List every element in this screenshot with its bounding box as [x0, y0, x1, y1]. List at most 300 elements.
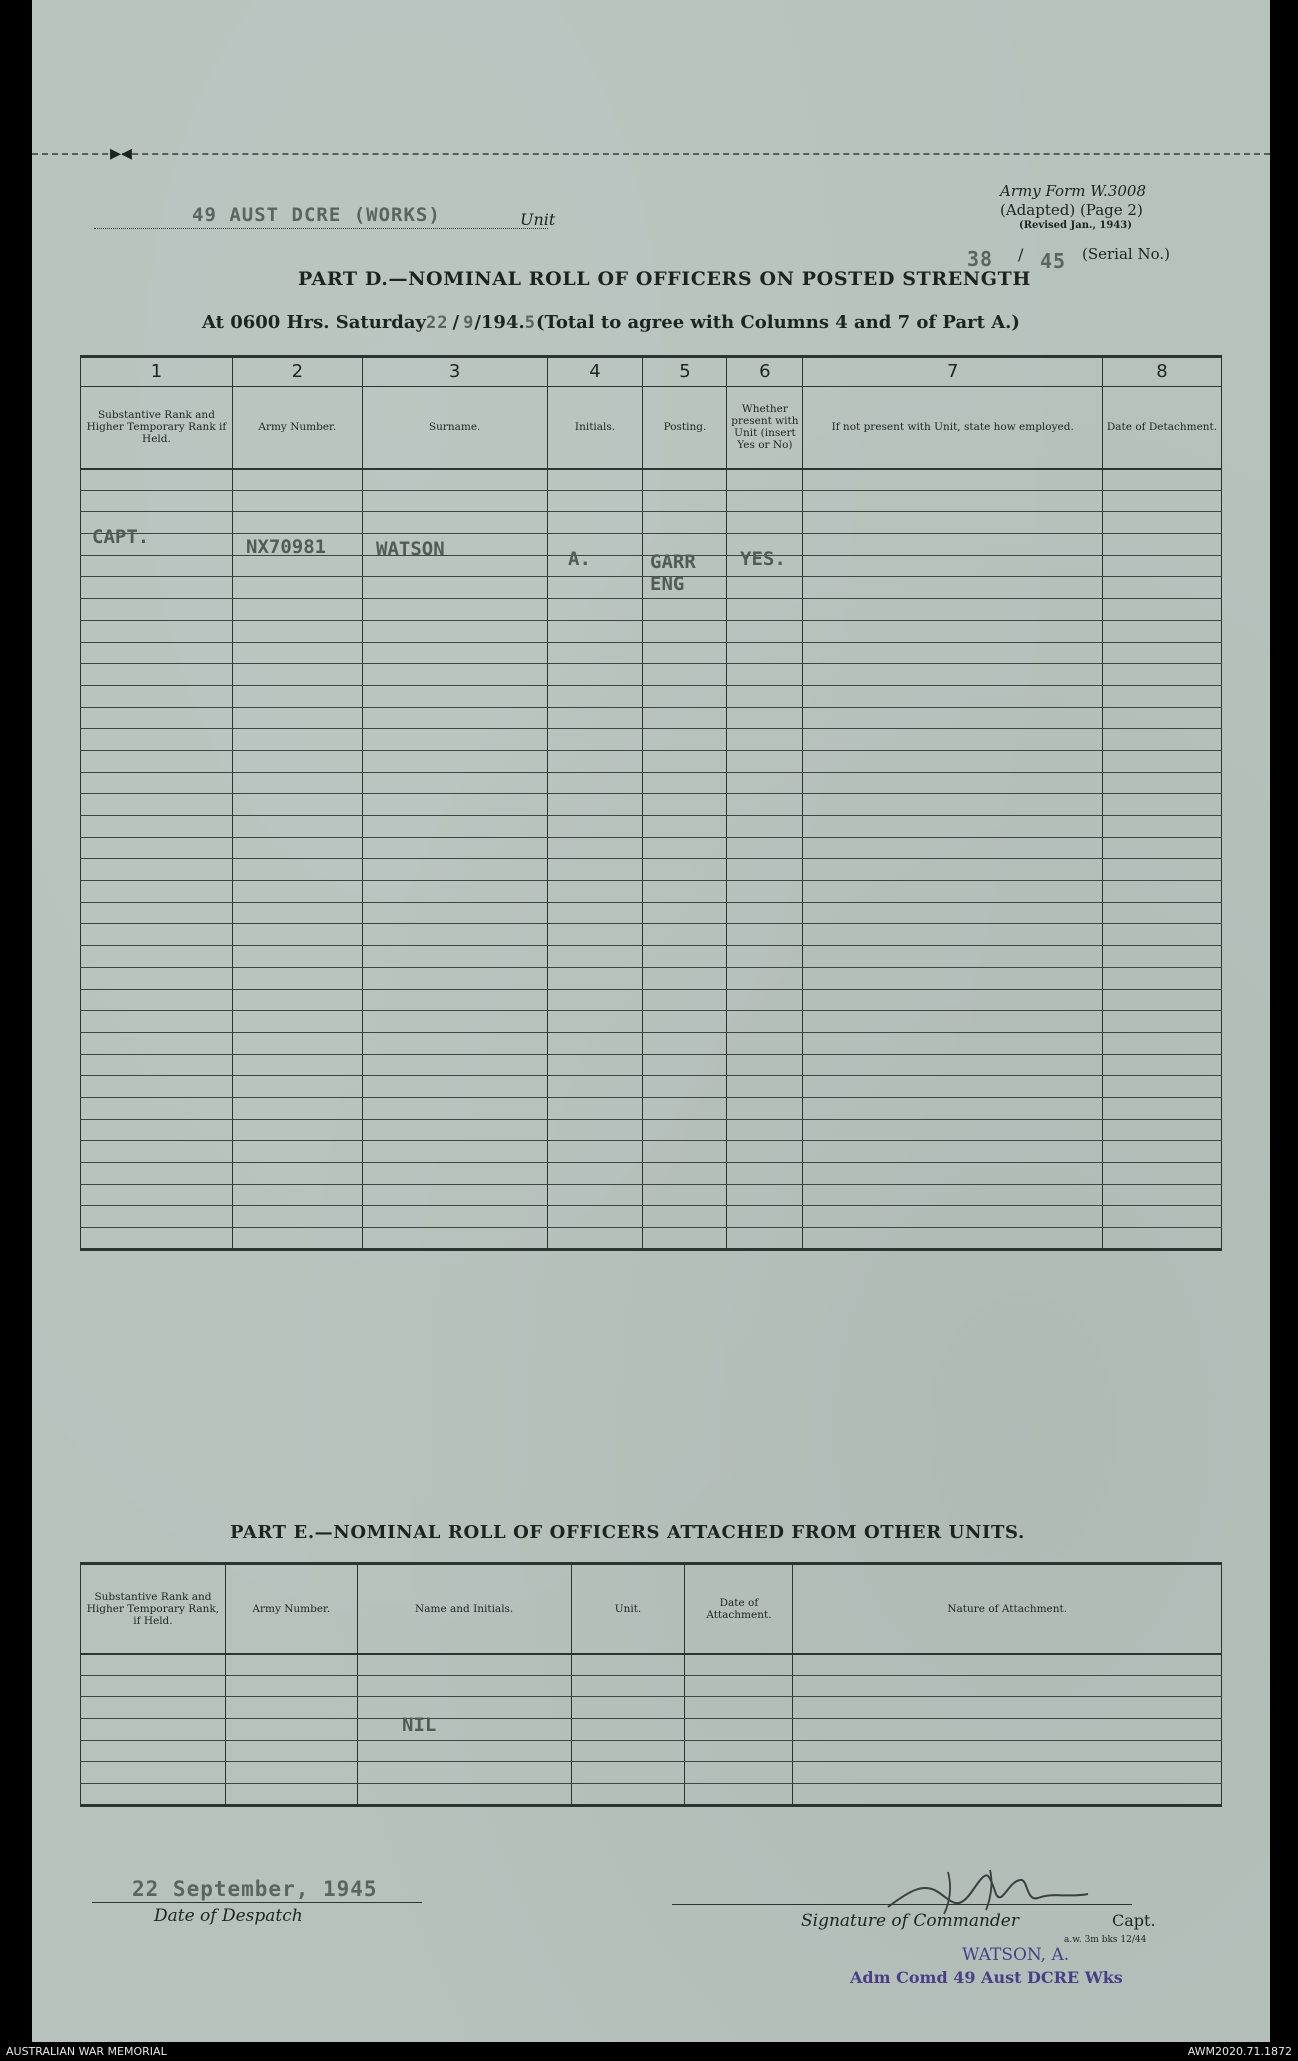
table-cell: [1103, 642, 1222, 664]
table-cell: [643, 859, 727, 881]
table-cell: [685, 1675, 793, 1697]
col-header-surname: Surname.: [362, 387, 547, 469]
table-cell: [81, 1654, 226, 1676]
table-cell: [1103, 685, 1222, 707]
table-cell: [547, 729, 643, 751]
part-d-table: [80, 355, 1222, 1251]
table-cell: [803, 1032, 1103, 1054]
table-cell: [547, 837, 643, 859]
table-cell: [643, 837, 727, 859]
table-cell: [362, 837, 547, 859]
table-row: [81, 1011, 1222, 1033]
stamp-unit: Adm Comd 49 Aust DCRE Wks: [850, 1968, 1123, 1987]
table-cell: [727, 837, 803, 859]
table-cell: [362, 967, 547, 989]
table-row: [81, 729, 1222, 751]
table-cell: [362, 1054, 547, 1076]
serial-typed-b: 45: [1040, 249, 1067, 273]
table-cell: [803, 555, 1103, 577]
table-row: [81, 1675, 1222, 1697]
table-cell: [547, 1076, 643, 1098]
table-cell: [727, 902, 803, 924]
table-row: [81, 642, 1222, 664]
table-cell: [793, 1784, 1222, 1806]
e-col-header-army-number: Army Number.: [225, 1564, 357, 1654]
table-cell: [362, 946, 547, 968]
table-cell: [362, 1097, 547, 1119]
table-cell: [547, 859, 643, 881]
table-cell: [81, 794, 233, 816]
table-cell: [547, 1032, 643, 1054]
table-cell: [362, 707, 547, 729]
table-cell: [362, 1076, 547, 1098]
table-cell: [1103, 794, 1222, 816]
table-cell: [727, 729, 803, 751]
table-cell: [547, 469, 643, 491]
table-cell: [643, 620, 727, 642]
table-cell: [803, 1228, 1103, 1250]
table-cell: [643, 967, 727, 989]
table-cell: [685, 1784, 793, 1806]
table-cell: [727, 816, 803, 838]
table-row: [81, 1206, 1222, 1228]
table-cell: [643, 816, 727, 838]
table-cell: [362, 924, 547, 946]
table-cell: [232, 1076, 362, 1098]
col-header-posting: Posting.: [643, 387, 727, 469]
table-cell: [803, 685, 1103, 707]
table-row: [81, 1762, 1222, 1784]
table-row: [81, 1184, 1222, 1206]
table-row: [81, 512, 1222, 534]
table-cell: [362, 599, 547, 621]
table-cell: [803, 816, 1103, 838]
table-row: [81, 599, 1222, 621]
table-cell: [727, 620, 803, 642]
table-cell: [225, 1762, 357, 1784]
table-cell: [547, 816, 643, 838]
table-cell: [803, 989, 1103, 1011]
table-cell: [81, 837, 233, 859]
entry-rank: CAPT.: [92, 526, 150, 548]
col-number: 2: [232, 357, 362, 387]
table-cell: [1103, 946, 1222, 968]
table-cell: [362, 902, 547, 924]
table-cell: [803, 664, 1103, 686]
table-cell: [1103, 816, 1222, 838]
e-col-header-name: Name and Initials.: [357, 1564, 571, 1654]
table-cell: [232, 1206, 362, 1228]
table-cell: [803, 967, 1103, 989]
table-cell: [643, 707, 727, 729]
part-d-title: PART D.—NOMINAL ROLL OF OFFICERS ON POSTED STRENGTH: [298, 268, 1031, 290]
table-cell: [81, 555, 233, 577]
table-row: [81, 1697, 1222, 1719]
table-cell: [232, 772, 362, 794]
table-cell: [1103, 577, 1222, 599]
table-cell: [727, 989, 803, 1011]
table-cell: [803, 881, 1103, 903]
table-cell: [803, 469, 1103, 491]
table-cell: [643, 512, 727, 534]
table-cell: [1103, 989, 1222, 1011]
table-cell: [1103, 1119, 1222, 1141]
table-cell: [81, 924, 233, 946]
table-cell: [727, 1163, 803, 1185]
table-cell: [81, 1675, 226, 1697]
table-cell: [232, 902, 362, 924]
table-cell: [727, 1011, 803, 1033]
table-cell: [803, 1119, 1103, 1141]
entry-army-number: NX70981: [246, 536, 327, 558]
col-header-present: Whether present with Unit (insert Yes or No): [727, 387, 803, 469]
table-row: [81, 924, 1222, 946]
table-cell: [1103, 555, 1222, 577]
table-cell: [81, 1097, 233, 1119]
table-cell: [1103, 620, 1222, 642]
table-cell: [547, 642, 643, 664]
table-cell: [803, 577, 1103, 599]
table-cell: [727, 924, 803, 946]
army-form-number: Army Form W.3008: [1000, 182, 1146, 200]
unit-underline: [94, 228, 548, 229]
table-cell: [81, 816, 233, 838]
table-cell: [643, 989, 727, 1011]
table-cell: [803, 946, 1103, 968]
table-cell: [547, 664, 643, 686]
table-cell: [232, 1011, 362, 1033]
serial-typed-a: 38: [967, 247, 994, 271]
form-adapted-note: (Adapted) (Page 2): [1000, 201, 1143, 219]
table-cell: [643, 1141, 727, 1163]
table-cell: [643, 1076, 727, 1098]
table-cell: [1103, 859, 1222, 881]
table-cell: [643, 469, 727, 491]
table-row: [81, 1119, 1222, 1141]
table-cell: [362, 1206, 547, 1228]
table-cell: [571, 1784, 685, 1806]
table-row: [81, 1097, 1222, 1119]
table-cell: [81, 1163, 233, 1185]
table-cell: [727, 469, 803, 491]
table-cell: [232, 664, 362, 686]
table-cell: [232, 946, 362, 968]
table-cell: [727, 794, 803, 816]
table-cell: [727, 772, 803, 794]
date-sep: /: [452, 312, 460, 333]
table-cell: [81, 707, 233, 729]
table-cell: [1103, 469, 1222, 491]
table-cell: [362, 859, 547, 881]
table-cell: [81, 1184, 233, 1206]
table-cell: [803, 729, 1103, 751]
table-cell: [643, 1163, 727, 1185]
table-cell: [727, 1119, 803, 1141]
table-row: [81, 1076, 1222, 1098]
year-typed: 5: [524, 313, 536, 333]
table-cell: [1103, 599, 1222, 621]
table-cell: [232, 1184, 362, 1206]
table-cell: [357, 1740, 571, 1762]
table-cell: [1103, 902, 1222, 924]
table-cell: [685, 1740, 793, 1762]
table-row: [81, 1054, 1222, 1076]
table-cell: [232, 794, 362, 816]
e-col-header-unit: Unit.: [571, 1564, 685, 1654]
table-cell: [362, 1032, 547, 1054]
table-cell: [225, 1740, 357, 1762]
table-cell: [727, 577, 803, 599]
table-cell: [81, 772, 233, 794]
part-e-title: PART E.—NOMINAL ROLL OF OFFICERS ATTACHED FROM OTHER UNITS.: [230, 1522, 1025, 1543]
table-row: [81, 707, 1222, 729]
table-cell: [232, 859, 362, 881]
col-number: 8: [1103, 357, 1222, 387]
table-cell: [727, 599, 803, 621]
table-cell: [727, 512, 803, 534]
table-cell: [1103, 924, 1222, 946]
entry-posting-b: ENG: [650, 573, 685, 595]
col-number: 1: [81, 357, 233, 387]
table-row: [81, 837, 1222, 859]
entry-present: YES.: [740, 548, 786, 570]
table-cell: [727, 1054, 803, 1076]
table-cell: [643, 1011, 727, 1033]
table-cell: [362, 1119, 547, 1141]
table-cell: [232, 577, 362, 599]
table-cell: [571, 1719, 685, 1741]
table-cell: [1103, 534, 1222, 556]
stamp-name: WATSON, A.: [962, 1945, 1070, 1965]
table-cell: [1103, 881, 1222, 903]
table-cell: [232, 1054, 362, 1076]
table-row: [81, 1654, 1222, 1676]
table-cell: [803, 534, 1103, 556]
table-cell: [803, 1141, 1103, 1163]
table-cell: [81, 1784, 226, 1806]
perforation-line: [32, 153, 1270, 155]
table-cell: [643, 642, 727, 664]
table-cell: [643, 1206, 727, 1228]
table-row: [81, 989, 1222, 1011]
table-cell: [232, 620, 362, 642]
despatch-label: Date of Despatch: [154, 1906, 303, 1926]
table-cell: [803, 707, 1103, 729]
unit-typed: 49 AUST DCRE (WORKS): [192, 204, 441, 226]
table-cell: [803, 1163, 1103, 1185]
perforation-mark: ▸◂: [110, 140, 133, 166]
table-cell: [803, 1097, 1103, 1119]
table-cell: [232, 1228, 362, 1250]
part-d-date-line: [202, 312, 1020, 333]
table-cell: [81, 490, 233, 512]
table-cell: [357, 1784, 571, 1806]
table-cell: [803, 599, 1103, 621]
table-cell: [803, 902, 1103, 924]
table-row: [81, 881, 1222, 903]
table-cell: [803, 642, 1103, 664]
table-cell: [81, 1119, 233, 1141]
table-cell: [225, 1697, 357, 1719]
table-cell: [643, 750, 727, 772]
table-cell: [232, 750, 362, 772]
table-cell: [81, 599, 233, 621]
table-cell: [81, 750, 233, 772]
table-cell: [232, 1119, 362, 1141]
table-cell: [547, 772, 643, 794]
table-cell: [362, 881, 547, 903]
print-code: a.w. 3m bks 12/44: [1064, 1935, 1147, 1945]
table-cell: [232, 881, 362, 903]
table-cell: [685, 1697, 793, 1719]
table-cell: [643, 1119, 727, 1141]
table-row: [81, 1740, 1222, 1762]
table-cell: [1103, 490, 1222, 512]
col-header-rank: Substantive Rank and Higher Temporary Rank if Held.: [81, 387, 233, 469]
entry-surname: WATSON: [376, 538, 445, 560]
table-cell: [803, 859, 1103, 881]
table-cell: [1103, 967, 1222, 989]
table-cell: [643, 902, 727, 924]
table-cell: [793, 1740, 1222, 1762]
table-cell: [547, 750, 643, 772]
table-cell: [362, 469, 547, 491]
table-row: [81, 902, 1222, 924]
part-e-table: [80, 1562, 1222, 1807]
table-cell: [547, 1119, 643, 1141]
table-cell: [547, 490, 643, 512]
signature-label: Signature of Commander: [801, 1911, 1019, 1931]
col-header-detachment-date: Date of Detachment.: [1103, 387, 1222, 469]
table-cell: [1103, 707, 1222, 729]
table-cell: [547, 989, 643, 1011]
table-row: [81, 1163, 1222, 1185]
table-cell: [1103, 729, 1222, 751]
table-cell: [81, 664, 233, 686]
table-cell: [232, 989, 362, 1011]
col-header-army-number: Army Number.: [232, 387, 362, 469]
table-cell: [81, 989, 233, 1011]
table-cell: [1103, 837, 1222, 859]
table-cell: [81, 577, 233, 599]
table-cell: [727, 1228, 803, 1250]
table-cell: [232, 1097, 362, 1119]
table-cell: [803, 794, 1103, 816]
table-cell: [803, 1054, 1103, 1076]
table-cell: [81, 729, 233, 751]
table-cell: [81, 1011, 233, 1033]
e-col-header-nature: Nature of Attachment.: [793, 1564, 1222, 1654]
table-cell: [81, 1141, 233, 1163]
table-cell: [81, 469, 233, 491]
table-cell: [643, 729, 727, 751]
table-cell: [643, 881, 727, 903]
table-cell: [643, 946, 727, 968]
table-cell: [643, 1032, 727, 1054]
table-cell: [232, 924, 362, 946]
archive-footer-bar: [0, 2042, 1298, 2061]
table-row: [81, 816, 1222, 838]
table-row: [81, 1228, 1222, 1250]
table-cell: [547, 1184, 643, 1206]
year-prefix: /194.: [474, 312, 525, 333]
col-number: 5: [643, 357, 727, 387]
table-cell: [81, 859, 233, 881]
table-cell: [362, 685, 547, 707]
form-revised-note: (Revised Jan., 1943): [1019, 220, 1132, 231]
table-cell: [362, 989, 547, 1011]
table-cell: [643, 685, 727, 707]
table-cell: [685, 1654, 793, 1676]
table-cell: [727, 642, 803, 664]
table-cell: [225, 1719, 357, 1741]
table-cell: [81, 1762, 226, 1784]
table-cell: [232, 469, 362, 491]
part-e-header-row: [81, 1564, 1222, 1654]
table-row: [81, 946, 1222, 968]
table-cell: [727, 881, 803, 903]
table-cell: [362, 750, 547, 772]
table-row: [81, 859, 1222, 881]
table-row: [81, 490, 1222, 512]
table-cell: [643, 1097, 727, 1119]
day-typed: 22: [426, 313, 449, 333]
table-cell: [232, 642, 362, 664]
table-cell: [1103, 1141, 1222, 1163]
table-cell: [571, 1675, 685, 1697]
table-cell: [547, 707, 643, 729]
table-cell: [547, 946, 643, 968]
table-cell: [362, 620, 547, 642]
table-cell: [685, 1762, 793, 1784]
table-cell: [81, 1719, 226, 1741]
rank-label: Capt.: [1112, 1911, 1156, 1930]
table-cell: [1103, 1206, 1222, 1228]
table-cell: [362, 490, 547, 512]
table-row: [81, 1141, 1222, 1163]
col-number: 7: [803, 357, 1103, 387]
table-cell: [803, 750, 1103, 772]
table-cell: [225, 1654, 357, 1676]
table-row: [81, 469, 1222, 491]
part-e-nil: NIL: [402, 1714, 437, 1736]
table-cell: [643, 1184, 727, 1206]
table-cell: [547, 924, 643, 946]
table-cell: [362, 772, 547, 794]
table-cell: [727, 859, 803, 881]
table-cell: [571, 1697, 685, 1719]
archive-accession: AWM2020.71.1872: [1187, 2045, 1292, 2058]
table-cell: [1103, 512, 1222, 534]
table-cell: [81, 685, 233, 707]
table-cell: [362, 729, 547, 751]
entry-initials: A.: [568, 548, 591, 570]
table-cell: [232, 1163, 362, 1185]
e-col-header-attachment-date: Date of Attachment.: [685, 1564, 793, 1654]
table-cell: [225, 1675, 357, 1697]
table-cell: [727, 1206, 803, 1228]
form-sheet: [32, 0, 1270, 2042]
table-cell: [571, 1762, 685, 1784]
table-cell: [643, 794, 727, 816]
table-cell: [793, 1762, 1222, 1784]
table-cell: [1103, 1097, 1222, 1119]
table-cell: [727, 1184, 803, 1206]
table-cell: [547, 599, 643, 621]
table-cell: [727, 707, 803, 729]
table-cell: [547, 902, 643, 924]
table-cell: [803, 772, 1103, 794]
